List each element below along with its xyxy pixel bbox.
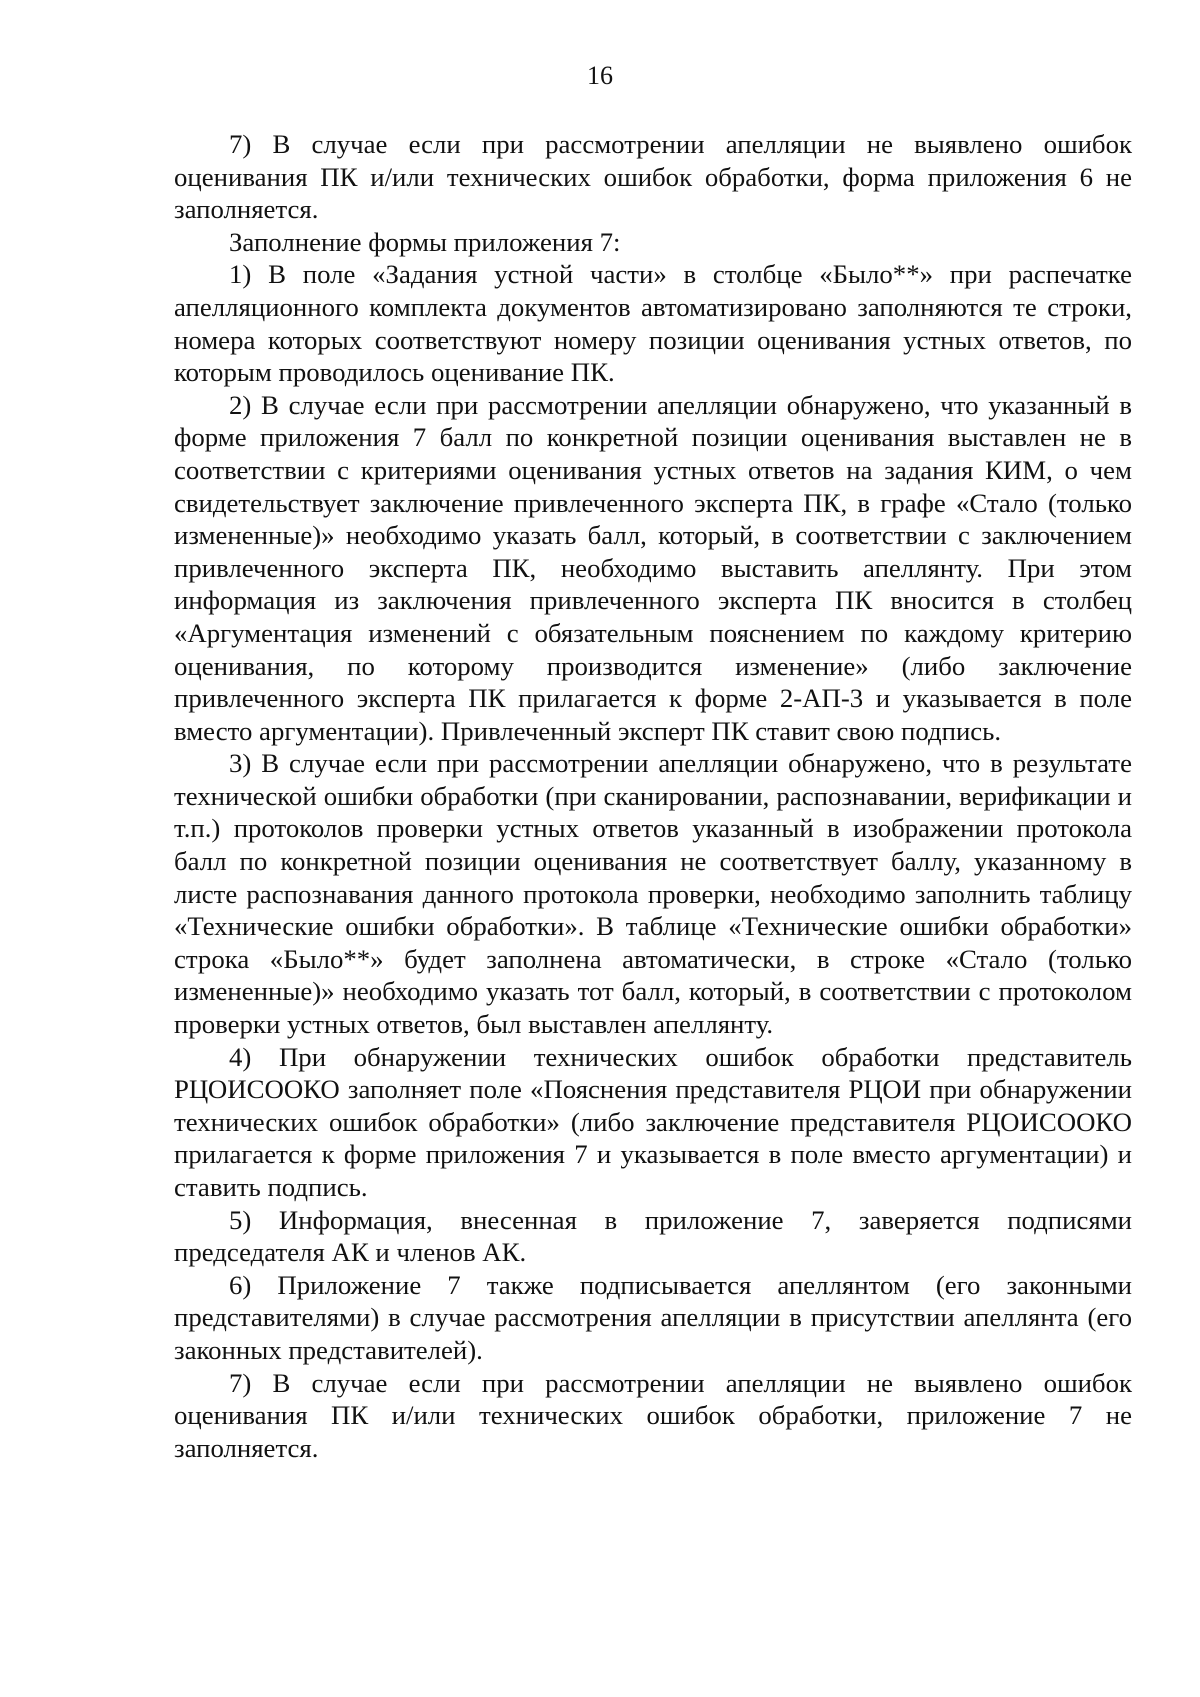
document-body xyxy=(174,128,1132,1464)
paragraph-item-4: 4) При обнаружении технических ошибок обработки представитель РЦОИСООКО заполняет поле «Пояснения представителя РЦОИ при обнаружении технических ошибок обработки» (либо заключение представителя РЦОИСООКО прилагается к форме приложения 7 и указывается в поле вместо аргументации) и ставить подпись. xyxy=(174,1041,1132,1202)
paragraph-item-6: 6) Приложение 7 также подписывается апеллянтом (его законными представителями) в случае рассмотрения апелляции в присутствии апеллянта (его законных представителей). xyxy=(174,1269,1132,1365)
paragraph-item-3: 3) В случае если при рассмотрении апелляции обнаружено, что в результате технической ошибки обработки (при сканировании, распознавании, верификации и т.п.) протоколов проверки устных ответов указанный в изображении протокола балл по конкретной позиции оценивания не соответствует баллу, указанному в листе распознавания данного протокола проверки, необходимо заполнить таблицу «Технические ошибки обработки». В таблице «Технические ошибки обработки» строка «Было**» будет заполнена автоматически, в строке «Стало (только измененные)» необходимо указать тот балл, который, в соответствии с протоколом проверки устных ответов, был выставлен апеллянту. xyxy=(174,748,1132,1040)
paragraph-item-5: 5) Информация, внесенная в приложение 7, заверяется подписями председателя АК и членов АК. xyxy=(174,1204,1132,1268)
paragraph-item-7-form-6: 7) В случае если при рассмотрении апелляции не выявлено ошибок оценивания ПК и/или технических ошибок обработки, форма приложения 6 не заполняется. xyxy=(174,129,1132,225)
paragraph-item-1: 1) В поле «Задания устной части» в столбце «Было**» при распечатке апелляционного комплекта документов автоматизировано заполняются те строки, номера которых соответствуют номеру позиции оценивания устных ответов, по которым проводилось оценивание ПК. xyxy=(174,259,1132,388)
paragraph-item-7: 7) В случае если при рассмотрении апелляции не выявлено ошибок оценивания ПК и/или технических ошибок обработки, приложение 7 не заполняется. xyxy=(174,1367,1132,1463)
paragraph-item-2: 2) В случае если при рассмотрении апелляции обнаружено, что указанный в форме приложения 7 балл по конкретной позиции оценивания выставлен не в соответствии с критериями оценивания устных ответов на задания КИМ, о чем свидетельствует заключение привлеченного эксперта ПК, в графе «Стало (только измененные)» необходимо указать балл, который, в соответствии с заключением привлеченного эксперта ПК, необходимо выставить апеллянту. При этом информация из заключения привлеченного эксперта ПК вносится в столбец «Аргументация изменений с обязательным пояснением по каждому критерию оценивания, по которому производится изменение» (либо заключение привлеченного эксперта ПК прилагается к форме 2-АП-3 и указывается в поле вместо аргументации). Привлеченный эксперт ПК ставит свою подпись. xyxy=(174,389,1132,746)
page-number: 16 xyxy=(587,61,613,90)
section-heading-form-7: Заполнение формы приложения 7: xyxy=(229,226,621,257)
